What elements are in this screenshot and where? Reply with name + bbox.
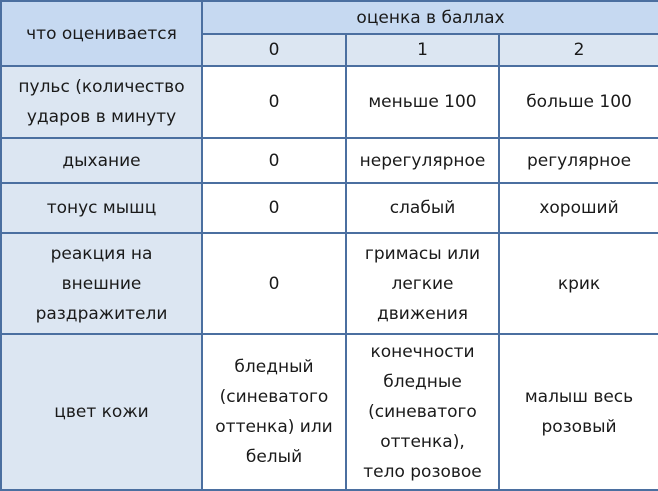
score-value: слабый [389,198,456,218]
score-level-label: 1 [417,40,428,60]
criterion-header [1,1,202,66]
score-cell [499,334,658,490]
score-cell [499,138,658,183]
score-value: крик [557,273,601,294]
criterion-cell [1,183,202,233]
score-cell [346,233,499,334]
score-value: малыш весь розовый [524,387,634,437]
criterion-header-label: что оценивается [26,23,177,44]
score-cell [202,66,346,138]
score-cell [346,334,499,490]
criterion-label: тонус мышц [46,198,157,218]
table-row [1,138,658,183]
score-cell [202,183,346,233]
criterion-cell [1,138,202,183]
criterion-cell [1,334,202,490]
score-cell [202,138,346,183]
criterion-label: цвет кожи [54,402,149,422]
table-row [1,183,658,233]
score-cell [499,183,658,233]
score-level-label: 0 [268,40,280,60]
criterion-cell [1,66,202,138]
criterion-cell [1,233,202,334]
score-cell [499,233,658,334]
score-level-label: 2 [573,40,585,60]
table-row [1,334,658,490]
score-cell [499,66,658,138]
score-cell [202,233,346,334]
score-value: бледный (синеватого оттенка) или белый [215,357,333,467]
score-value: 0 [268,198,280,218]
score-value: меньше 100 [368,92,477,112]
score-value: нерегулярное [359,150,486,171]
score-cell [346,183,499,233]
score-cell [202,334,346,490]
score-value: больше 100 [526,92,632,112]
score-value: конечности бледные (синеватого оттенка), тело розовое [363,342,482,482]
score-value: хороший [539,198,619,218]
score-level-1 [346,34,499,66]
score-value: регулярное [526,150,632,171]
criterion-label: пульс (количество ударов в минуту [18,77,185,127]
criterion-label: дыхание [62,150,141,171]
score-cell [346,138,499,183]
score-level-0 [202,34,346,66]
table-row [1,66,658,138]
score-value: 0 [268,92,280,112]
score-cell [346,66,499,138]
criterion-label: реакция на внешние раздражители [35,243,168,324]
score-header-label: оценка в баллах [356,7,505,28]
score-value: гримасы или легкие движения [364,243,481,324]
table-row [1,233,658,334]
score-value: 0 [268,273,280,294]
score-header [202,1,658,34]
score-value: 0 [268,150,280,171]
score-level-2 [499,34,658,66]
